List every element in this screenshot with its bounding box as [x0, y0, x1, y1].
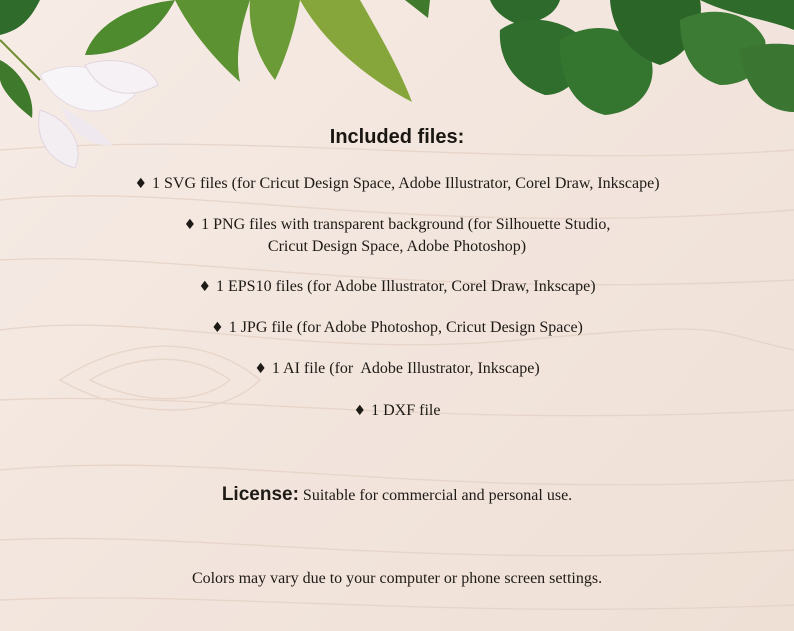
file-item-text: 1 JPG file (for Adobe Photoshop, Cricut Design Space) — [228, 319, 583, 336]
color-disclaimer: Colors may vary due to your computer or phone screen settings. — [191, 570, 603, 587]
list-item — [0, 173, 794, 195]
list-item — [0, 400, 794, 422]
file-item-text: 1 SVG files (for Cricut Design Space, Adobe Illustrator, Corel Draw, Inkscape) — [152, 175, 660, 192]
diamond-bullet-icon: ♦ — [198, 279, 211, 295]
diamond-bullet-icon: ♦ — [183, 217, 197, 233]
file-item-text: 1 PNG files with transparent background (for Silhouette Studio, — [201, 216, 611, 233]
license-label: License: — [221, 484, 299, 505]
list-item — [0, 317, 794, 339]
diamond-bullet-icon: ♦ — [353, 403, 367, 419]
list-item — [0, 276, 794, 298]
license-line — [0, 484, 794, 506]
file-item-text: 1 AI file (for Adobe Illustrator, Inkscape) — [271, 360, 540, 377]
diamond-bullet-icon: ♦ — [211, 320, 224, 336]
file-item-text: 1 DXF file — [371, 402, 441, 419]
list-item — [0, 214, 794, 257]
diamond-bullet-icon: ♦ — [134, 176, 148, 192]
diamond-bullet-icon: ♦ — [254, 361, 267, 377]
license-text: Suitable for commercial and personal use. — [302, 487, 573, 504]
page-title: Included files: — [329, 126, 465, 148]
file-item-text-continued: Cricut Design Space, Adobe Photoshop) — [267, 238, 527, 255]
list-item — [0, 358, 794, 380]
file-item-text: 1 EPS10 files (for Adobe Illustrator, Corel Draw, Inkscape) — [216, 278, 596, 295]
